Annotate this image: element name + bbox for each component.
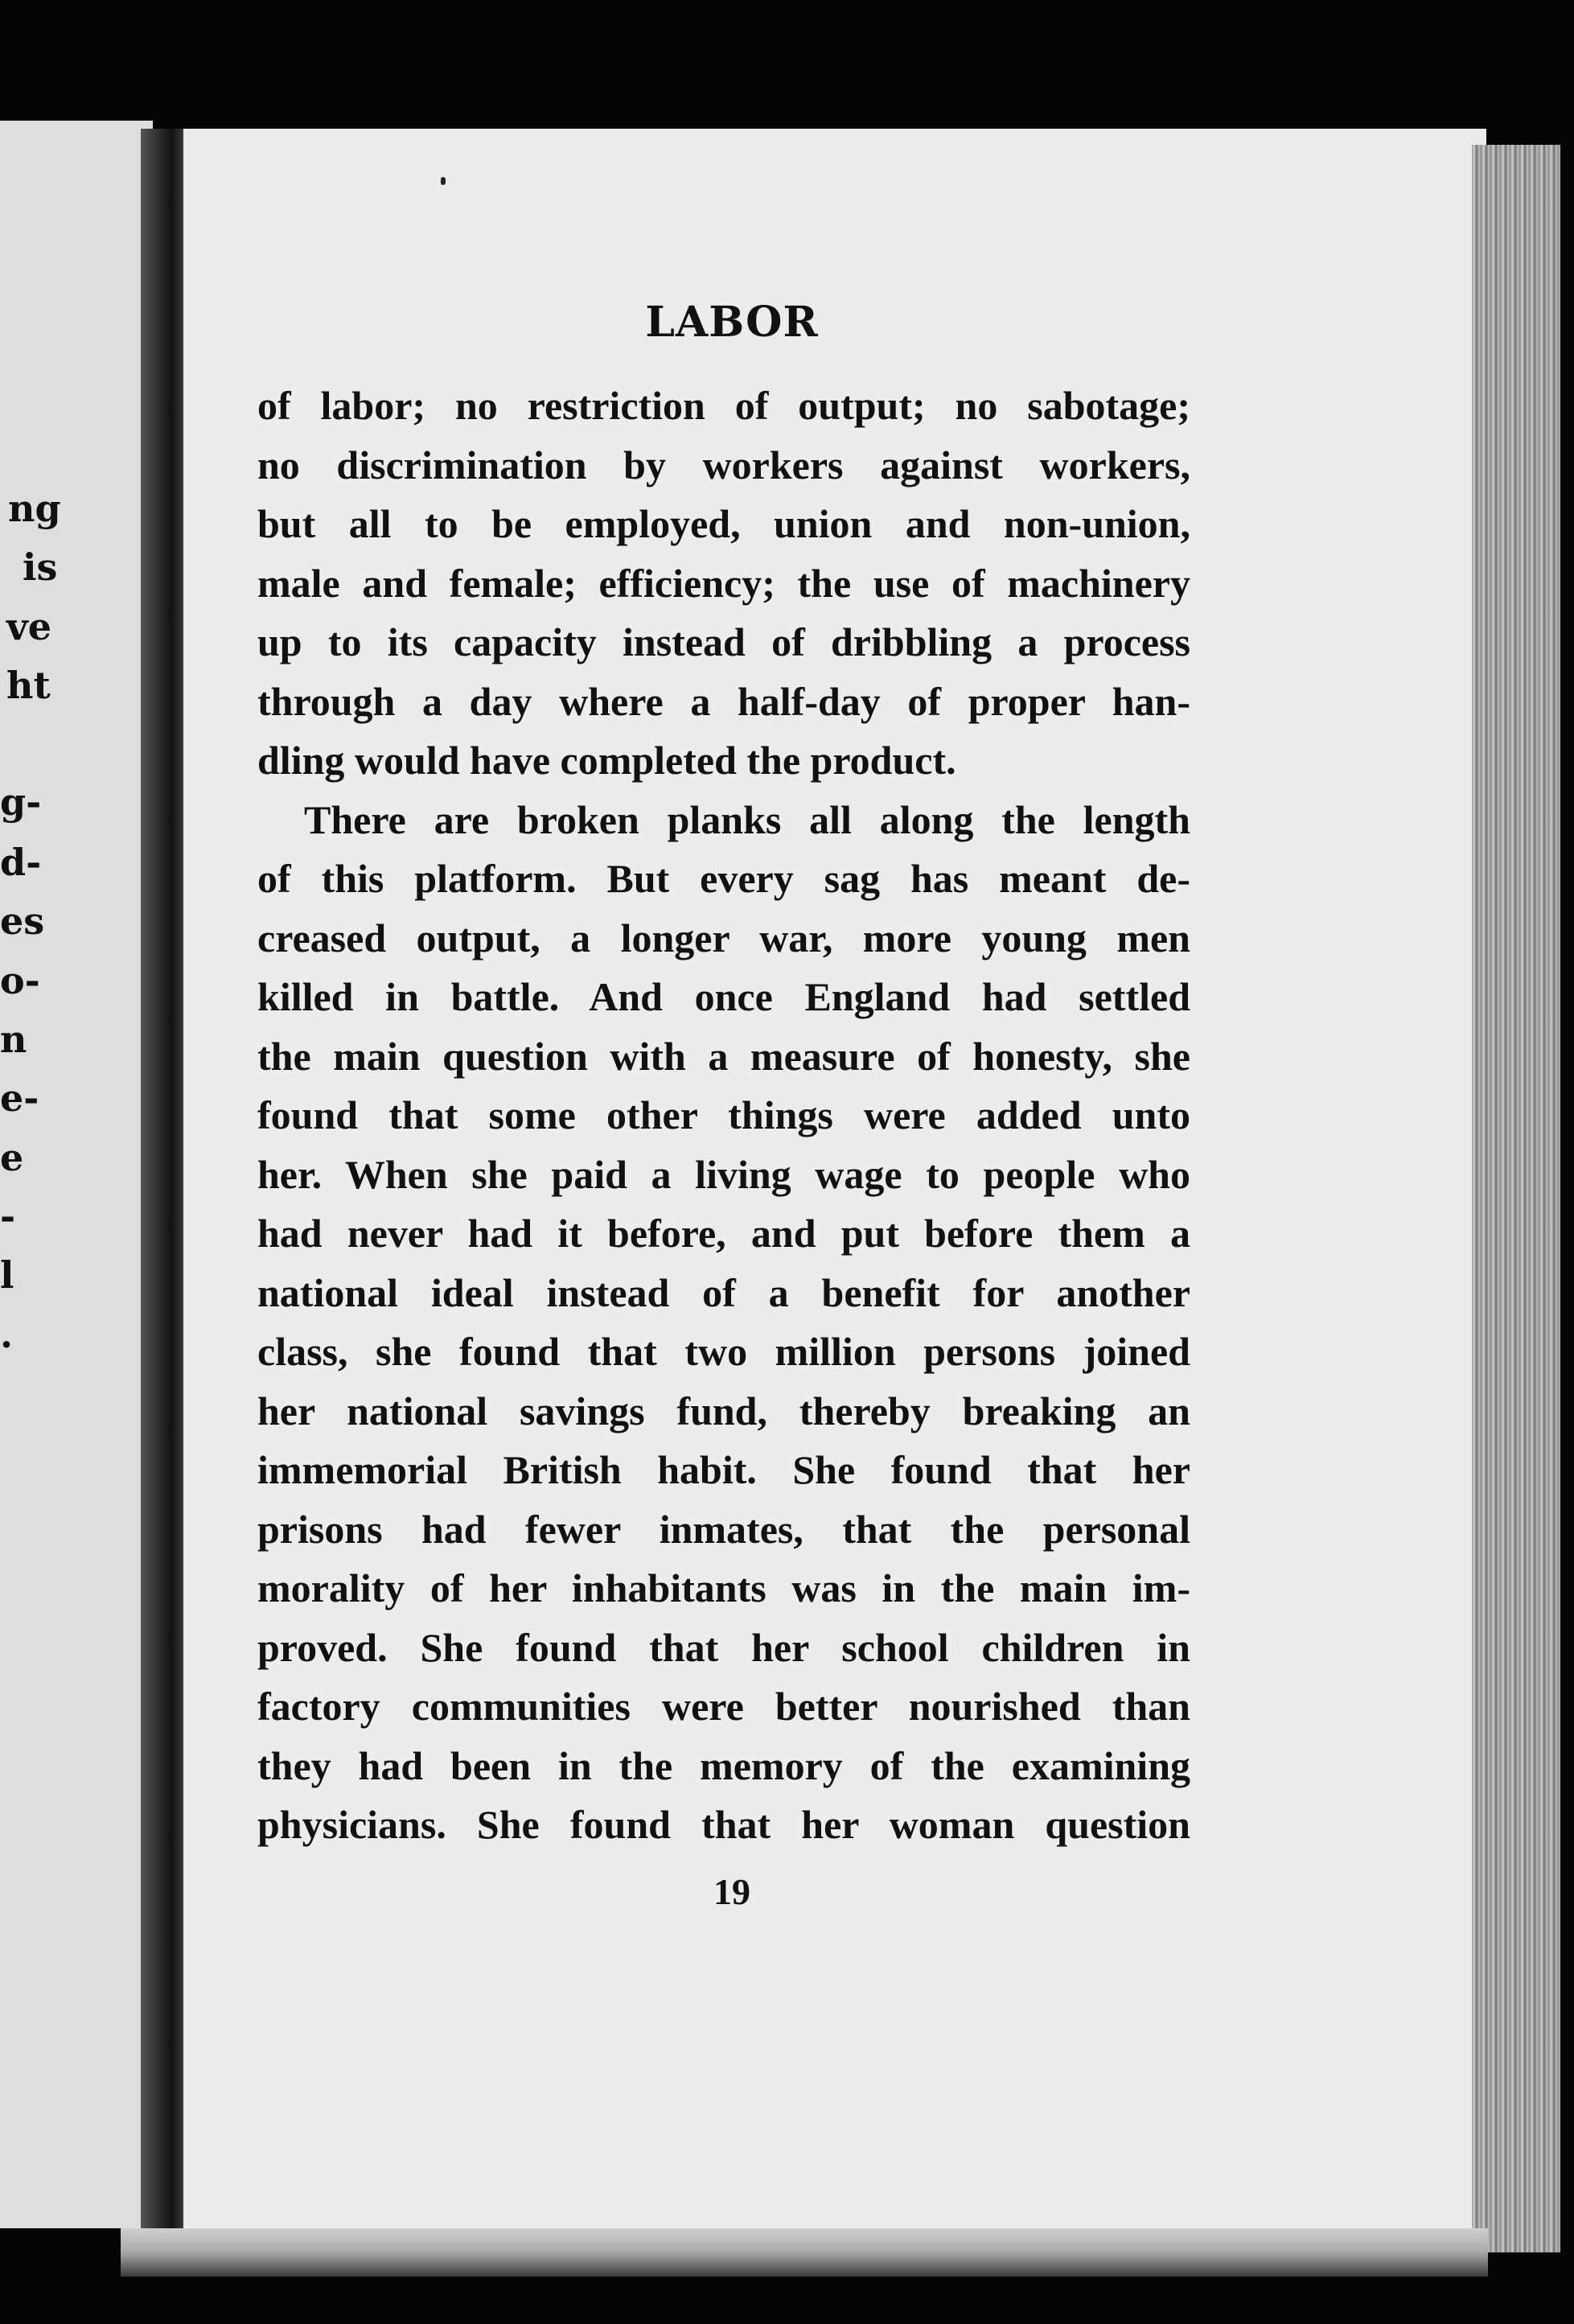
left-fragment: . [0, 1313, 14, 1356]
text-line: factory communities were better nourished than [257, 1684, 1190, 1729]
text-line: class, she found that two million persons joined [257, 1329, 1190, 1374]
text-line: the main question with a measure of honesty, she [257, 1033, 1190, 1079]
running-header: LABOR [645, 298, 819, 347]
text-line: they had been in the memory of the examining [257, 1742, 1190, 1788]
text-line: her national savings fund, thereby breaking an [257, 1388, 1190, 1433]
text-line: through a day where a half-day of proper han- [257, 678, 1190, 724]
text-line: proved. She found that her school children in [257, 1624, 1190, 1670]
left-fragment: l [0, 1253, 14, 1297]
text-line: no discrimination by workers against workers, [257, 442, 1190, 487]
text-line: but all to be employed, union and non-union, [257, 501, 1190, 546]
left-fragment: n [0, 1018, 27, 1061]
left-fragment: - [0, 1195, 16, 1238]
paragraph-start-line: There are broken planks all along the length [304, 796, 1190, 842]
text-line: male and female; efficiency; the use of machinery [257, 560, 1190, 606]
body-text [257, 376, 1190, 1855]
left-fragment: is [23, 545, 58, 589]
text-line: dling would have completed the product. [257, 738, 956, 783]
text-line: up to its capacity instead of dribbling a process [257, 619, 1190, 664]
left-fragment: o- [0, 959, 40, 1002]
text-line: physicians. She found that her woman question [257, 1802, 1190, 1847]
bottom-page-edge [121, 2228, 1488, 2277]
text-line: immemorial British habit. She found that her [257, 1447, 1190, 1492]
left-fragment: e- [0, 1076, 39, 1120]
text-line: her. When she paid a living wage to people who [257, 1151, 1190, 1197]
left-fragment: e [0, 1136, 24, 1179]
text-line: of this platform. But every sag has meant de- [257, 856, 1190, 901]
text-line: prisons had fewer inmates, that the personal [257, 1506, 1190, 1552]
page-edge-leaves [1472, 145, 1560, 2252]
left-fragment: ht [6, 664, 51, 707]
text-line: had never had it before, and put before them a [257, 1211, 1190, 1256]
page-number: 19 [713, 1871, 750, 1912]
text-line: killed in battle. And once England had settled [257, 974, 1190, 1019]
left-fragment: es [0, 899, 45, 943]
left-fragment: ve [6, 605, 51, 648]
text-line: creased output, a longer war, more young men [257, 915, 1190, 960]
left-fragment: g- [0, 780, 42, 824]
left-facing-page [0, 121, 153, 2228]
ink-speck [441, 177, 446, 185]
text-line: morality of her inhabitants was in the main im- [257, 1565, 1190, 1610]
text-line: found that some other things were added unto [257, 1092, 1190, 1137]
left-fragment: ng [8, 487, 61, 530]
text-line: of labor; no restriction of output; no sabotage; [257, 383, 1190, 428]
text-line: national ideal instead of a benefit for another [257, 1269, 1190, 1315]
left-fragment: d- [0, 841, 42, 884]
